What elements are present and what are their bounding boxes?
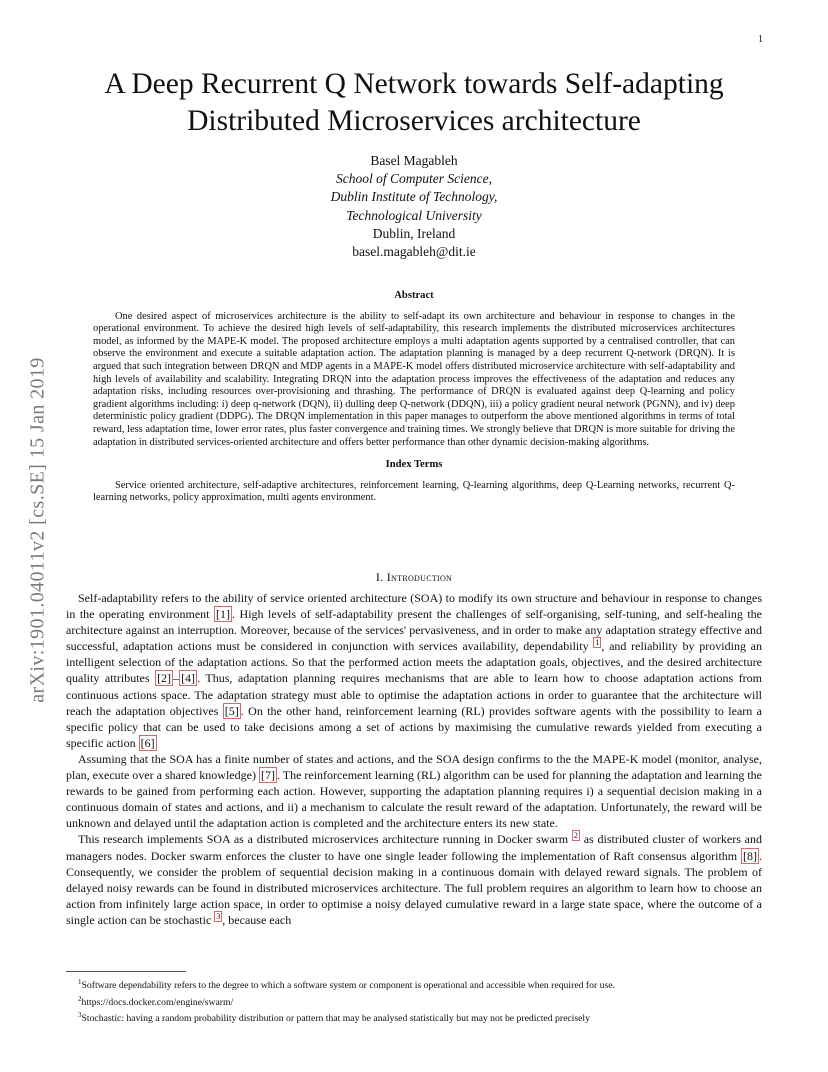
index-terms-heading: Index Terms [385,459,443,471]
text-run: Self-adaptability refers to the ability of service oriented architecture (SOA) to modify its own structure and behaviour in response to changes in the operating environment [66,591,762,622]
citation-link[interactable]: [7] [260,768,275,783]
footnote-text: https://docs.docker.com/engine/swarm/ [81,996,234,1008]
citation-link[interactable]: [2] [157,671,172,686]
abstract-text: One desired aspect of microservices architecture is the ability to self-adapt its own architecture and behaviour in response to changes in the operational environment. To achieve the desired high levels of self-adaptability, this research implements the distributed microservices architectures model, as informed by the MAPE-K model. The proposed architecture employs a multi adaptation agents supported by a centralised controller, that can observe the environment and execute a suitable adaptation action. The adaptation planning is managed by a deep recurrent Q-network (DRQN). It is argued that such integration between DRQN and MDP agents in a MAPE-K model offers distributed microservice architecture with self-adaptability and high levels of availability and scalability. Integrating DRQN into the adaptation process improves the effectiveness of the adaptation and reduces any adaptation risks, including resources over-provisioning and thrashing. The performance of DRQN is evaluated against deep Q-learning and policy gradient algorithms including: i) deep q-network (DQN), ii) dulling deep Q-network (DDQN), iii) a policy gradient neural network (PGNN), and iv) deep deterministic policy gradient (DDPG). The DRQN implementation in this paper manages to outperform the above mentioned algorithms in terms of total reward, less adaptation time, lower error rates, plus faster convergence and training times. We strongly believe that DRQN is more suitable for driving the adaptation in distributed services-oriented architecture and offers better performance than other dynamic decision-making algorithms. [93,310,735,448]
paper-title: A Deep Recurrent Q Network towards Self-adapting Distributed Microservices architecture [104,68,724,137]
footnote-link[interactable]: 1 [595,638,600,648]
text-run: . Thus, adaptation planning requires mechanisms that are able to learn how to choose adaptation actions from continuous actions space. The adaptation strategy must able to optimise the adaptation actions in order to guarantee that the architecture will reach the adaptation objectives [66,671,762,718]
text-run: . High levels of self-adaptability present the challenges of self-organising, self-tuning, and self-healing the architecture against an interruption. Moreover, because of the services' pervasiveness, and in order to make any adaptation strategy effective and successful, adaptation actions must be considered in conjunction with services availability, dependability [66,607,763,654]
introduction-heading [66,570,762,585]
footnote [66,976,762,993]
affiliation-line: School of Computer Science, [336,171,492,187]
footnote-mark: 2 [78,994,82,1003]
paragraph [66,590,762,751]
affiliation-line: Technological University [346,207,482,223]
citation-link[interactable]: [5] [224,703,239,718]
citation-link[interactable]: [6] [140,735,155,750]
text-run: , because each [222,912,292,927]
section-numeral: I. [375,570,384,584]
text-run: . On the other hand, reinforcement learning (RL) provides software agents with the possibility to learn a specific policy that can be used to take decisions among a set of actions by maximising the cumulative rewards yielded from executing a specific action [66,703,762,750]
abstract-heading: Abstract [394,290,434,301]
abstract-section [93,290,735,505]
citation-link[interactable]: [1] [216,607,231,622]
author-email: basel.magableh@dit.ie [352,244,476,260]
index-terms-text: Service oriented architecture, self-adaptive architectures, reinforcement learning, Q-learning algorithms, deep Q-Learning networks, recurrent Q-learning networks, policy approximation, multi agents environment. [93,479,735,504]
author-name: Basel Magableh [370,153,458,168]
footnote-mark: 3 [78,1011,82,1020]
footnote-text: Software dependability refers to the degree to which a software system or component is operational and accessible when required for use. [81,980,615,992]
footnote [66,1009,762,1026]
author-block [66,152,762,261]
title-block [66,66,762,261]
footnote [66,993,762,1010]
text-run: , and reliability by providing an intelligent selection of the adaptation actions. So that the performed action meets the adaptation goals, objectives, and the desired architecture quality attributes [66,639,763,686]
introduction-body [66,590,762,928]
citation-link[interactable]: [4] [181,671,196,686]
footnote-link[interactable]: 2 [573,831,578,841]
page-number: 1 [758,34,763,45]
citation-link[interactable]: [8] [743,848,757,863]
author-location: Dublin, Ireland [372,225,456,241]
text-run: . The reinforcement learning (RL) algorithm can be used for planning the adaptation and learning the rewards to be gained from performing each action. However, supporting the adaptation planning requires i) a sequential decision making in a continuous domain of states and actions, and ii) a mechanism to calculate the result reward of the adaptation. Unfortunately, the reward will be unknown and delayed until the adaptation action is completed and the architecture enters its new state. [66,768,762,831]
footnote-divider [66,971,186,972]
paragraph [66,751,762,831]
text-run: This research implements SOA as a distributed microservices architecture running in Docker swarm [78,832,572,847]
text-run: . Consequently, we consider the problem of sequential decision making in a continuous domain with delayed reward signals. The problem of delayed noisy rewards can be found in distributed microservices architecture. The full problem requires an algorithm to learn how to choose an action from infinitely large action space, in order to optimise a noisy delayed cumulative reward in a large state space, where the outcome of a single action can be stochastic [66,848,762,927]
text-run: Assuming that the SOA has a finite number of states and actions, and the SOA design confirms to the the MAPE-K model (monitor, analyse, plan, execute over a shared knowledge) [66,751,762,783]
affiliation-line: Dublin Institute of Technology, [330,189,498,205]
paragraph [66,831,762,928]
arxiv-identifier-stamp: arXiv:1901.04011v2 [cs.SE] 15 Jan 2019 [26,357,49,703]
text-run: as distributed cluster of workers and managers nodes. Docker swarm enforces the cluster to have one single leader following the implementation of Raft consensus algorithm [66,832,762,863]
footnote-mark: 1 [78,978,82,986]
text-run: – [173,671,180,686]
section-title: Introduction [386,570,453,584]
footnotes-section [66,971,762,1026]
footnote-link[interactable]: 3 [216,911,221,921]
footnote-text: Stochastic: having a random probability distribution or pattern that may be analysed statistically but may not be predicted precisely [81,1013,590,1025]
